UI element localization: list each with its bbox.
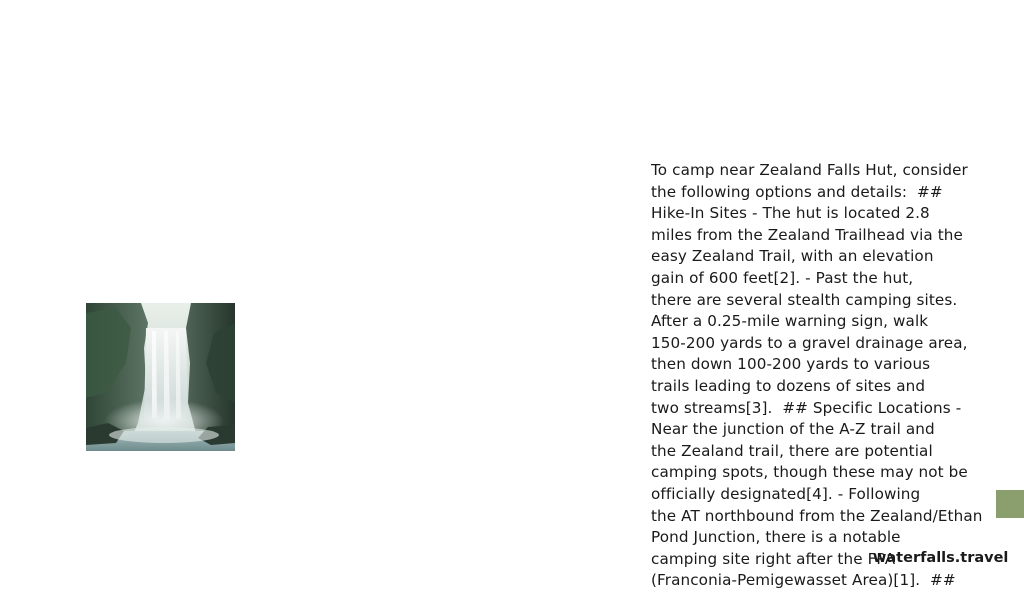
article-line: camping spots, though these may not be [651, 463, 968, 482]
article-line: trails leading to dozens of sites and [651, 376, 926, 395]
article-line: (Franconia-Pemigewasset Area)[1]. ## [651, 571, 956, 590]
article-line: the Zealand trail, there are potential [651, 441, 933, 460]
article-line: After a 0.25-mile warning sign, walk [651, 312, 929, 331]
article-line: the AT northbound from the Zealand/Ethan [651, 506, 983, 525]
article-line: gain of 600 feet[2]. - Past the hut, [651, 268, 914, 287]
article-line: miles from the Zealand Trailhead via the [651, 225, 963, 244]
article-line: Hike-In Sites - The hut is located 2.8 [651, 204, 930, 223]
article-line: the following options and details: ## [651, 182, 943, 201]
article-line: two streams[3]. ## Specific Locations - [651, 398, 962, 417]
article-line: there are several stealth camping sites. [651, 290, 958, 309]
article-line: then down 100-200 yards to various [651, 355, 931, 374]
brand-name: waterfalls.travel [873, 550, 1009, 566]
accent-square [996, 490, 1024, 518]
waterfall-photo [86, 303, 235, 451]
waterfall-illustration [86, 303, 235, 451]
article-line: 150-200 yards to a gravel drainage area, [651, 333, 968, 352]
article-line: easy Zealand Trail, with an elevation [651, 247, 934, 266]
article-line: Pond Junction, there is a notable [651, 528, 901, 547]
article-line: camping site right after the FPA [651, 549, 896, 568]
article-text [651, 160, 996, 592]
article-line: officially designated[4]. - Following [651, 484, 921, 503]
article-line: To camp near Zealand Falls Hut, consider [651, 161, 968, 179]
article-line: Near the junction of the A-Z trail and [651, 420, 935, 439]
